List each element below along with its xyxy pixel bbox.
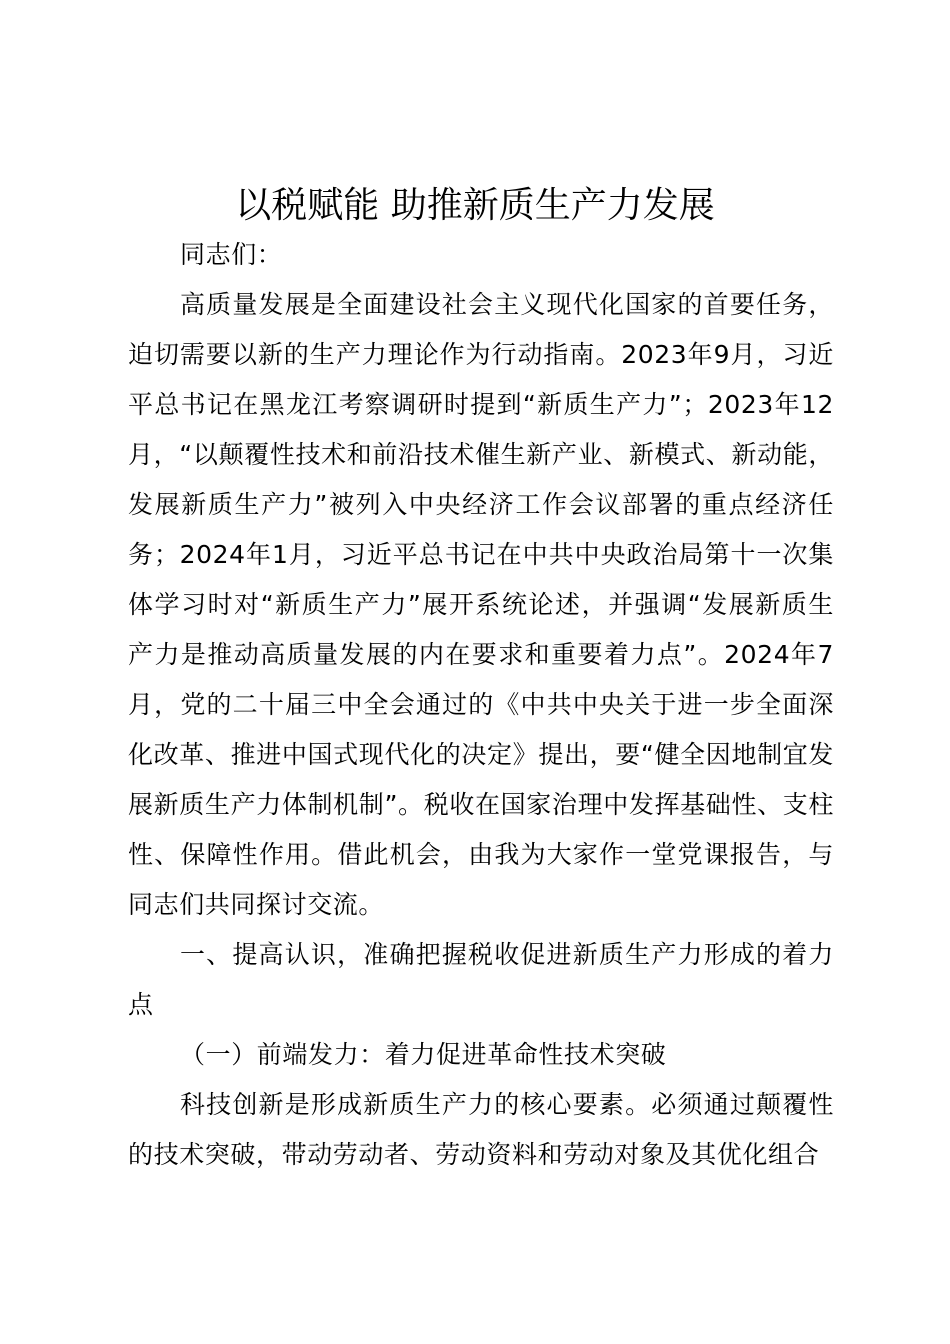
section-heading-1: 一、提高认识，准确把握税收促进新质生产力形成的着力点 [128, 940, 834, 1019]
greeting: 同志们： [180, 240, 283, 269]
body-paragraph-1: 高质量发展是全面建设社会主义现代化国家的首要任务，迫切需要以新的生产力理论作为行动指南。2023年9月，习近平总书记在黑龙江考察调研时提到“新质生产力”；2023年12月，“以颠覆性技术和前沿技术催生新产业、新模式、新动能，发展新质生产力”被列入中央经济工作会议部署的重点经济任务；2024年1月，习近平总书记在中共中央政治局第十一次集体学习时对“新质生产力”展开系统论述，并强调“发展新质生产力是推动高质量发展的内在要求和重要着力点”。2024年7月，党的二十届三中全会通过的《中共中央关于进一步全面深化改革、推进中国式现代化的决定》提出，要“健全因地制宜发展新质生产力体制机制”。税收在国家治理中发挥基础性、支柱性、保障性作用。借此机会，由我为大家作一堂党课报告，与同志们共同探讨交流。 [128, 290, 834, 919]
subsection-heading-1: （一）前端发力：着力促进革命性技术突破 [180, 1040, 667, 1069]
document-title: 以税赋能 助推新质生产力发展 [235, 185, 715, 226]
body-paragraph-2: 科技创新是形成新质生产力的核心要素。必须通过颠覆性的技术突破，带动劳动者、劳动资料和劳动对象及其优化组合 [128, 1090, 834, 1169]
